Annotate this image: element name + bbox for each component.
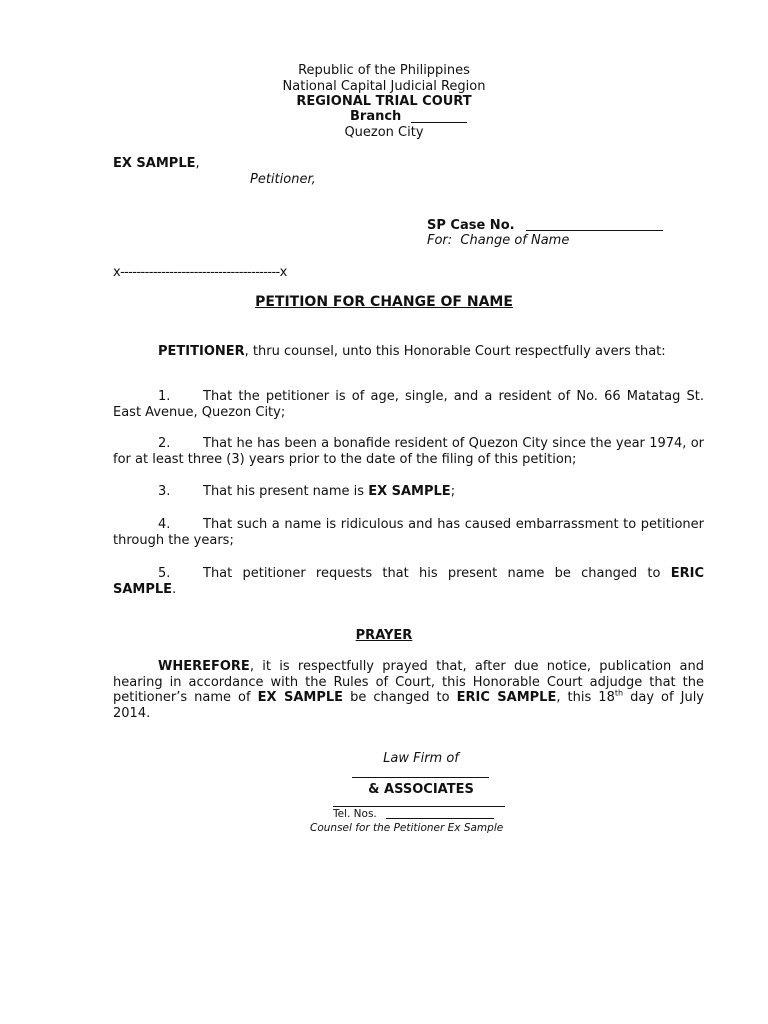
tel-blank-line	[386, 818, 494, 819]
item-text: That he has been a bonafide resident of Quezon City since the year 1974, or for at least three (3) years prior to the date of the filing of this petition;	[113, 436, 704, 467]
petitioner-role: Petitioner,	[250, 172, 316, 187]
list-item	[113, 484, 704, 500]
caption-separator: x---------------------------------------x	[113, 265, 287, 280]
header-court: REGIONAL TRIAL COURT	[296, 94, 472, 109]
prayer-new-name: ERIC SAMPLE	[456, 690, 557, 705]
tel-label: Tel. Nos.	[333, 808, 377, 820]
attorney-signature-line	[333, 806, 505, 807]
case-number-blank-line	[526, 230, 663, 231]
item-number: 3.	[158, 484, 171, 499]
item-number: 5.	[158, 566, 171, 581]
firm-name-blank-line	[352, 777, 489, 778]
intro-lead: PETITIONER	[158, 344, 245, 359]
prayer-text-2: be changed to	[343, 690, 457, 705]
item-text-post: ;	[450, 484, 456, 499]
branch-label: Branch	[350, 109, 402, 124]
item-text: That the petitioner is of age, single, and a resident of No. 66 Matatag St. East Avenue, Quezon City;	[113, 389, 704, 420]
petitioner-name-line: EX SAMPLE,	[113, 156, 200, 171]
prayer-text-4: day of July 2014.	[113, 690, 705, 721]
item-text-post: .	[172, 581, 177, 597]
case-for-line	[427, 233, 569, 249]
prayer-heading: PRAYER	[355, 628, 413, 643]
list-item	[113, 389, 704, 420]
counsel-label: Counsel for the Petitioner Ex Sample	[310, 822, 504, 834]
list-item	[113, 517, 704, 548]
branch-blank-line	[411, 122, 467, 123]
prayer-lead: WHEREFORE	[158, 659, 250, 674]
header-republic: Republic of the Philippines	[298, 63, 470, 78]
intro-paragraph	[113, 344, 704, 360]
prayer-text-3: , this 18	[556, 690, 615, 705]
case-for-value: Change of Name	[460, 233, 570, 248]
case-number-label: SP Case No.	[427, 218, 515, 233]
list-item	[113, 436, 704, 467]
header-city: Quezon City	[344, 125, 424, 140]
document-title: PETITION FOR CHANGE OF NAME	[255, 294, 513, 310]
item-number: 4.	[158, 517, 171, 532]
prayer-old-name: EX SAMPLE	[257, 690, 344, 705]
petitioner-name: EX SAMPLE	[113, 156, 196, 171]
item-text-pre: That petitioner requests that his present name be changed to	[203, 566, 671, 581]
prayer-text-1: , it is respectfully prayed that, after due notice, publication and hearing in accordance with the Rules of Court, this Honorable Court adjudge that the petitioner’s name of	[113, 659, 704, 705]
law-firm-label: Law Firm of	[383, 751, 459, 766]
intro-text: , thru counsel, unto this Honorable Court respectfully avers that:	[244, 344, 666, 359]
item-bold-name: EX SAMPLE	[368, 484, 451, 499]
prayer-date-suffix: th	[614, 688, 624, 698]
associates-label: & ASSOCIATES	[368, 782, 474, 797]
item-bold-name: ERIC SAMPLE	[113, 566, 704, 597]
case-for-label: For:	[427, 233, 453, 248]
item-number: 1.	[158, 389, 171, 404]
item-text: That such a name is ridiculous and has caused embarrassment to petitioner through the years;	[113, 517, 704, 548]
item-text-pre: That his present name is	[203, 484, 369, 499]
header-region: National Capital Judicial Region	[282, 79, 486, 94]
header-branch	[350, 109, 401, 125]
tel-line	[333, 808, 377, 820]
list-item	[113, 566, 704, 597]
item-number: 2.	[158, 436, 171, 451]
prayer-paragraph	[113, 659, 704, 721]
